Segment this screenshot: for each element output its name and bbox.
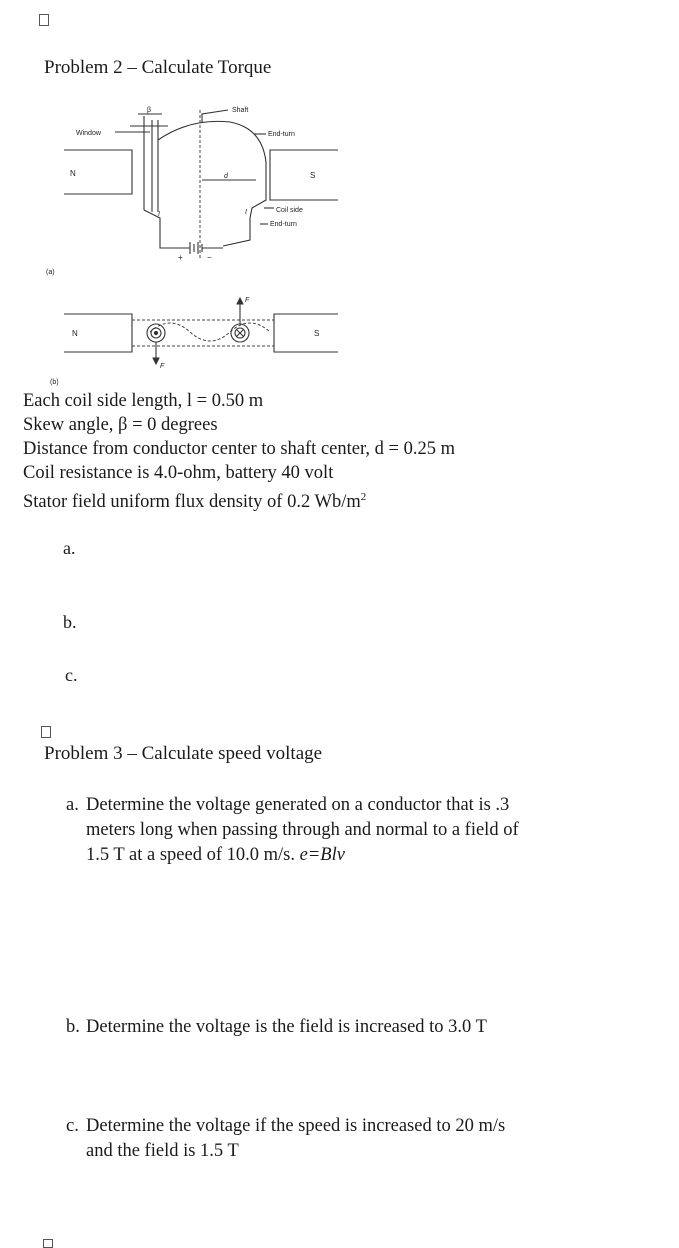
- given-block: [23, 389, 455, 514]
- coil-outline-right: [158, 121, 266, 218]
- problem3-part-c-label: c.: [66, 1116, 79, 1136]
- north-label-a: N: [70, 169, 76, 178]
- given-line-length: Each coil side length, l = 0.50 m: [23, 391, 264, 411]
- i-label-left: I: [158, 211, 160, 218]
- problem3-part-a-line2: meters long when passing through and normal to a field of: [86, 820, 519, 840]
- problem3-title: Problem 3 – Calculate speed voltage: [44, 743, 323, 764]
- checkbox-problem3[interactable]: [41, 726, 51, 738]
- problem3-part-a-line3: 1.5 T at a speed of 10.0 m/s.: [86, 845, 295, 865]
- problem3-part-a-line1: Determine the voltage generated on a conductor that is .3: [86, 795, 510, 815]
- battery: [185, 242, 223, 254]
- motor-coil-figure: [40, 100, 360, 390]
- given-line-flux-text: Stator field uniform flux density of 0.2 Wb/m: [23, 492, 361, 513]
- given-line-skew: Skew angle, β = 0 degrees: [23, 415, 218, 435]
- d-label: d: [224, 173, 228, 180]
- problem2-part-a: a.: [63, 538, 76, 558]
- coil-lead-left: [160, 226, 185, 248]
- south-pole-b: [274, 314, 338, 352]
- f-label-up: F: [245, 297, 250, 304]
- problem3-part-c: [66, 1114, 626, 1164]
- end-turn-bottom-label: End-turn: [270, 221, 297, 228]
- problem3-part-b-label: b.: [66, 1017, 80, 1037]
- coil-side-label: Coil side: [276, 207, 303, 214]
- battery-plus: +: [178, 253, 183, 262]
- battery-minus: −: [207, 253, 212, 262]
- end-turn-top-label: End-turn: [268, 131, 295, 138]
- coil-lead-right: [223, 218, 250, 246]
- problem3-part-a-line3-wrap: [66, 843, 626, 868]
- checkbox-top[interactable]: [39, 14, 49, 26]
- beta-label: β: [147, 107, 152, 114]
- f-label-down: F: [160, 363, 165, 370]
- problem3-part-c-line1: Determine the voltage if the speed is increased to 20 m/s: [86, 1116, 506, 1136]
- shaft-label: Shaft: [232, 107, 249, 114]
- fig-a-label: (a): [46, 269, 55, 276]
- window-label: Window: [76, 130, 101, 137]
- given-line-distance: Distance from conductor center to shaft center, d = 0.25 m: [23, 439, 455, 459]
- fig-b-label: (b): [50, 379, 59, 386]
- problem2-part-b: b.: [63, 612, 77, 632]
- i-label-right: I: [245, 209, 247, 216]
- problem3-part-b: [66, 1015, 626, 1040]
- problem3-part-b-line1: Determine the voltage is the field is increased to 3.0 T: [86, 1017, 487, 1037]
- problem3-part-a-label: a.: [66, 795, 79, 815]
- coil-left-side: [144, 116, 158, 212]
- south-label-a: S: [310, 171, 316, 180]
- problem2-part-c: c.: [65, 665, 78, 685]
- problem3-part-c-line2: and the field is 1.5 T: [86, 1141, 239, 1161]
- flux-superscript: 2: [360, 491, 367, 503]
- problem3-part-a: [66, 793, 626, 868]
- south-pole-a: [270, 150, 338, 200]
- south-label-b: S: [314, 329, 320, 338]
- problem2-title: Problem 2 – Calculate Torque: [44, 57, 272, 78]
- north-label-b: N: [72, 329, 78, 338]
- given-line-flux: [23, 485, 455, 514]
- formula-e-blv: e=Blv: [299, 845, 345, 865]
- given-line-resistance: Coil resistance is 4.0-ohm, battery 40 volt: [23, 463, 334, 483]
